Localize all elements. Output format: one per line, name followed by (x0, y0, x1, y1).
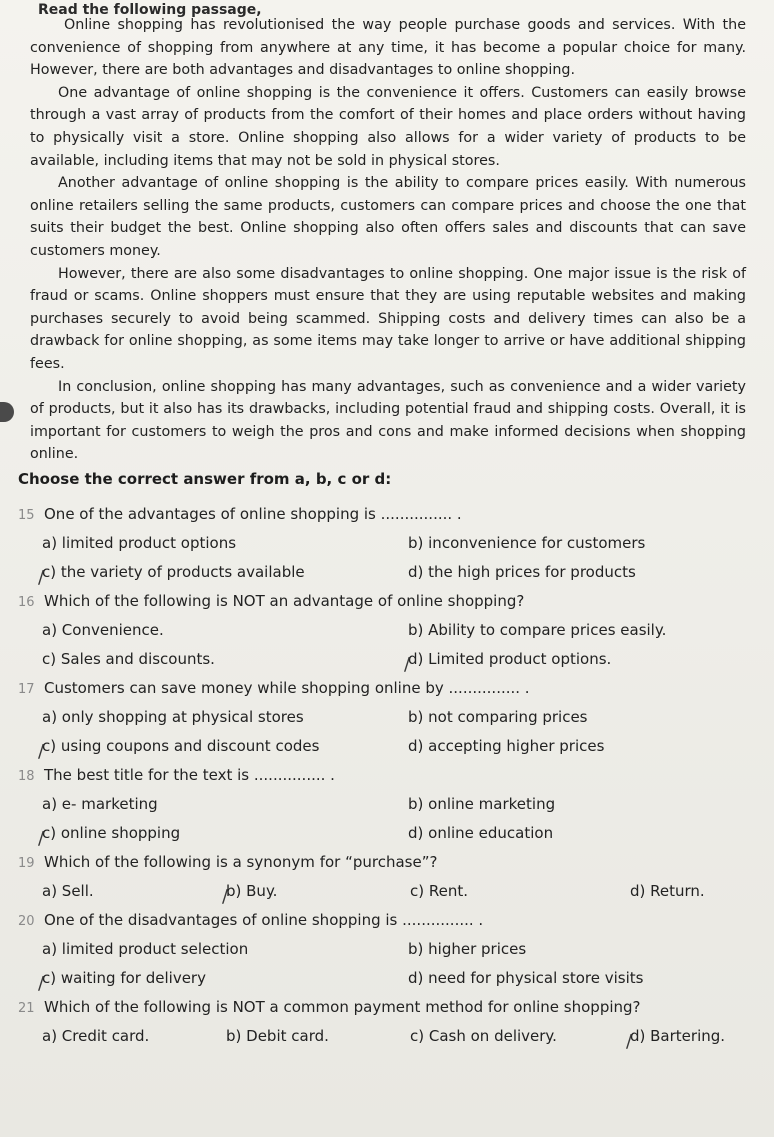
option-c[interactable] (38, 737, 320, 762)
option-b[interactable]: b) online marketing (408, 795, 556, 813)
options-row (18, 819, 758, 848)
option-b[interactable]: b) Debit card. (226, 1027, 329, 1045)
options-row (18, 616, 758, 645)
options-row (18, 935, 758, 964)
option-d-text: d) Bartering. (630, 1027, 726, 1045)
option-d[interactable]: d) Return. (630, 882, 705, 900)
option-a[interactable]: a) limited product selection (42, 940, 249, 958)
option-a[interactable]: a) only shopping at physical stores (42, 708, 304, 726)
option-a[interactable]: a) e- marketing (42, 795, 158, 813)
option-c-text: c) using coupons and discount codes (42, 737, 320, 755)
question-number: 15 (18, 508, 35, 523)
question-19 (18, 848, 758, 877)
pen-check-mark: / (222, 886, 229, 907)
option-a[interactable]: a) limited product options (42, 534, 237, 552)
question-number: 21 (18, 1001, 35, 1016)
question-number: 19 (18, 856, 35, 871)
option-a[interactable]: a) Credit card. (42, 1027, 150, 1045)
options-row (18, 529, 758, 558)
question-list (18, 500, 758, 1051)
option-c[interactable]: c) Rent. (410, 882, 469, 900)
pen-check-mark: / (38, 973, 45, 994)
option-d[interactable]: d) need for physical store visits (408, 969, 644, 987)
option-d-text: d) Limited product options. (408, 650, 612, 668)
options-row (18, 790, 758, 819)
option-c-text: c) online shopping (42, 824, 181, 842)
option-c[interactable] (38, 563, 305, 588)
option-c[interactable]: c) Sales and discounts. (42, 650, 215, 668)
pen-check-mark: / (404, 654, 411, 675)
option-d[interactable] (626, 1027, 726, 1052)
options-row (18, 1022, 758, 1051)
option-a[interactable]: a) Convenience. (42, 621, 164, 639)
margin-mark (0, 402, 14, 422)
question-17 (18, 674, 758, 703)
passage-paragraph: Another advantage of online shopping is the ability to compare prices easily. With numerous online retailers selling the same products, customers can compare prices and choose the one that suits their budget the best. Online shopping also often offers sales and discounts that can save customers money. (30, 175, 746, 259)
option-b[interactable]: b) Ability to compare prices easily. (408, 621, 667, 639)
pen-check-mark: / (38, 828, 45, 849)
question-20 (18, 906, 758, 935)
question-21 (18, 993, 758, 1022)
option-d[interactable]: d) online education (408, 824, 554, 842)
pen-check-mark: / (626, 1031, 633, 1052)
question-number: 18 (18, 769, 35, 784)
question-text: Customers can save money while shopping online by ............... . (44, 679, 530, 697)
option-c[interactable]: c) Cash on delivery. (410, 1027, 557, 1045)
options-row (18, 645, 758, 674)
question-text: Which of the following is NOT a common payment method for online shopping? (44, 998, 641, 1016)
question-text: Which of the following is NOT an advantage of online shopping? (44, 592, 525, 610)
question-number: 16 (18, 595, 35, 610)
option-c-text: c) the variety of products available (42, 563, 305, 581)
passage-paragraph: One advantage of online shopping is the convenience it offers. Customers can easily browse through a vast array of products from the comfort of their homes and place orders without having to physically visit a store. Online shopping also allows for a wider variety of products to be available, including items that may not be sold in physical stores. (30, 84, 746, 169)
option-d[interactable] (404, 650, 612, 675)
option-b-text: b) Buy. (226, 882, 278, 900)
pen-check-mark: / (38, 567, 45, 588)
option-d[interactable]: d) accepting higher prices (408, 737, 605, 755)
question-text: Which of the following is a synonym for “purchase”? (44, 853, 438, 871)
option-b[interactable]: b) not comparing prices (408, 708, 588, 726)
question-18 (18, 761, 758, 790)
question-15 (18, 500, 758, 529)
option-b[interactable] (222, 882, 278, 907)
options-row (18, 732, 758, 761)
pen-check-mark: / (38, 741, 45, 762)
option-a[interactable]: a) Sell. (42, 882, 94, 900)
passage-heading: Read the following passage, (38, 2, 262, 18)
passage-paragraph: However, there are also some disadvantages to online shopping. One major issue is the risk of fraud or scams. Online shoppers must ensure that they are using reputable websites and making purchases securely to avoid being scammed. Shipping costs and delivery times can also be a drawback for online shopping, as some items may take longer to arrive or have additional shipping fees. (30, 265, 746, 372)
options-row (18, 558, 758, 587)
reading-passage (30, 14, 746, 466)
instruction-text: Choose the correct answer from a, b, c or d: (18, 470, 392, 488)
option-c[interactable] (38, 969, 206, 994)
question-text: The best title for the text is ............... . (44, 766, 335, 784)
question-number: 20 (18, 914, 35, 929)
options-row (18, 703, 758, 732)
option-c[interactable] (38, 824, 181, 849)
option-c-text: c) waiting for delivery (42, 969, 206, 987)
passage-paragraph: Online shopping has revolutionised the way people purchase goods and services. With the convenience of shopping from anywhere at any time, it has become a popular choice for many. However, there are both advantages and disadvantages to online shopping. (30, 17, 746, 79)
options-row (18, 964, 758, 993)
option-b[interactable]: b) higher prices (408, 940, 527, 958)
question-text: One of the disadvantages of online shopping is ............... . (44, 911, 484, 929)
options-row (18, 877, 758, 906)
option-b[interactable]: b) inconvenience for customers (408, 534, 646, 552)
passage-paragraph: In conclusion, online shopping has many advantages, such as convenience and a wider variety of products, but it also has its drawbacks, including potential fraud and shipping costs. Overall, it is important for customers to weigh the pros and cons and make informed decisions when shopping online. (30, 378, 746, 463)
question-16 (18, 587, 758, 616)
option-d[interactable]: d) the high prices for products (408, 563, 636, 581)
question-number: 17 (18, 682, 35, 697)
question-text: One of the advantages of online shopping is ............... . (44, 505, 462, 523)
